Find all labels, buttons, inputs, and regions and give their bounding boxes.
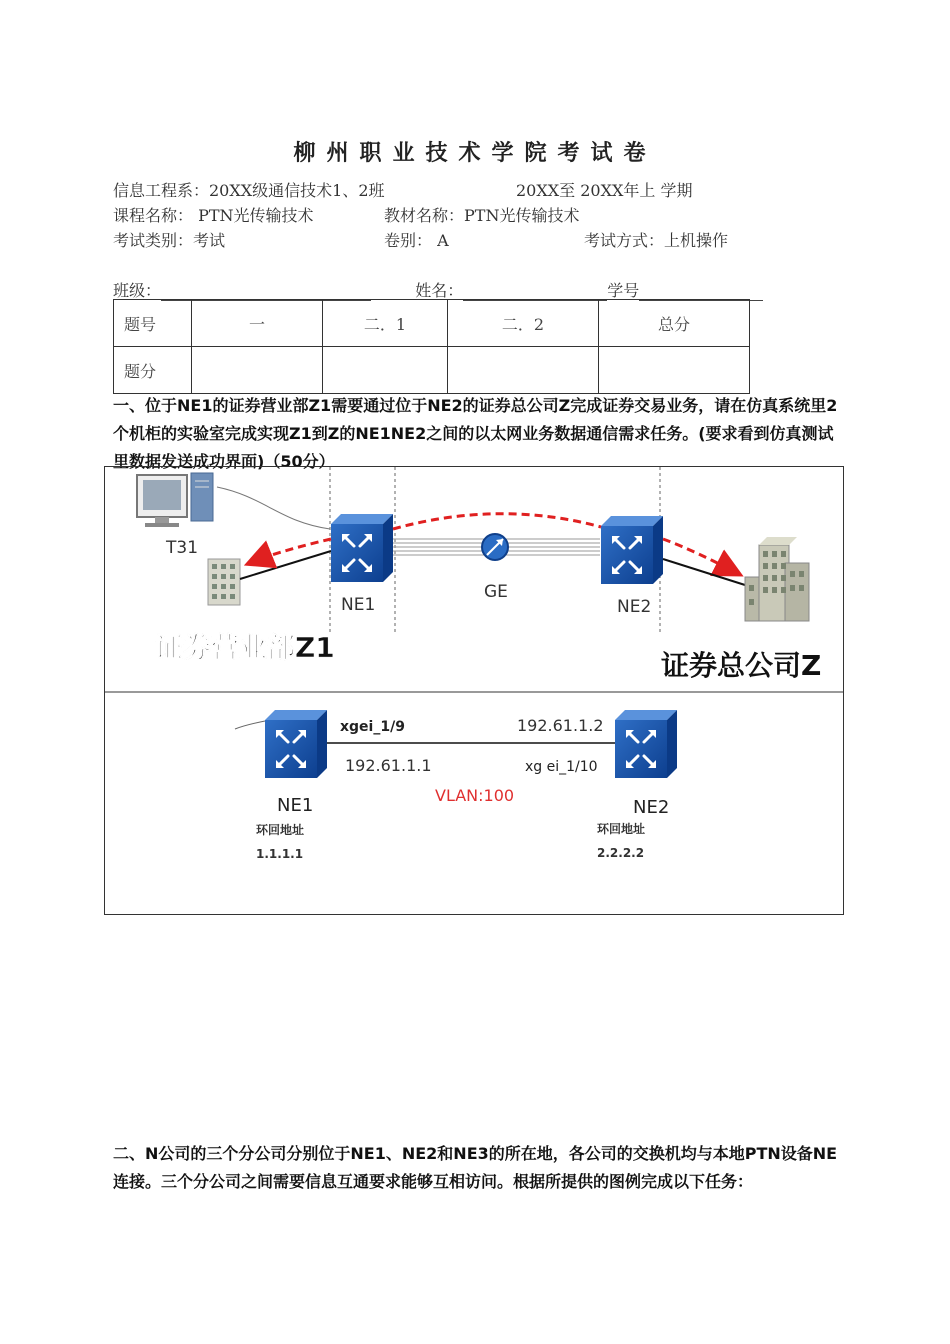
table-cell: 二．2	[448, 300, 599, 347]
table-cell: 一	[192, 300, 323, 347]
loopback2-ip: 2.2.2.2	[597, 846, 645, 860]
course-info: 课程名称： PTN光传输技术	[113, 206, 314, 225]
student-info-line	[113, 278, 763, 301]
link-line	[240, 551, 331, 579]
table-row	[114, 300, 750, 347]
page-title: 柳州职业技术学院考试卷	[293, 141, 657, 166]
exam-mode-info: 考试方式：上机操作	[584, 231, 729, 250]
table-cell: 总分	[599, 300, 750, 347]
id-label: 学号	[607, 281, 640, 300]
score-cell[interactable]	[192, 347, 323, 394]
ip2-label: 192.61.1.2	[517, 716, 604, 735]
table-cell: 二．1	[323, 300, 448, 347]
exam-type-info: 考试类别：考试	[113, 231, 226, 250]
ge-router-icon	[482, 534, 508, 560]
network-figure	[104, 466, 844, 915]
ge-label: GE	[484, 582, 508, 602]
score-table	[113, 299, 750, 394]
question-1: 一、位于NE1的证券营业部Z1需要通过位于NE2的证券总公司Z完成证券交易业务，请在仿真系统里2个机柜的实验室完成实现Z1到Z的NE1NE2之间的以太网业务数据通信需求任务。(要求看到仿真测试里数据发送成功界面)（50分）	[113, 396, 838, 471]
class-label: 班级：	[113, 281, 162, 300]
score-cell[interactable]	[448, 347, 599, 394]
building-icon	[208, 559, 240, 605]
textbook-info: 教材名称：PTN光传输技术	[384, 206, 580, 225]
computer-icon	[137, 473, 213, 527]
ne2-label: NE2	[617, 597, 652, 617]
ne1-label: NE1	[341, 595, 376, 615]
ne1-switch-icon	[331, 514, 393, 582]
dept-info: 信息工程系：20XX级通信技术1、2班	[113, 181, 385, 200]
cable-line	[217, 487, 330, 529]
question-2: 二、N公司的三个分公司分别位于NE1、NE2和NE3的所在地，各公司的交换机均与本地PTN设备NE连接。三个分公司之间需要信息互通要求能够互相访问。根据所提供的图例完成以下任务：	[113, 1144, 838, 1191]
ne2-label: NE2	[633, 797, 670, 818]
port2-label: xg ei_1/10	[525, 759, 598, 775]
traffic-arrow	[663, 539, 733, 571]
headquarters-icon	[745, 537, 809, 621]
score-cell[interactable]	[599, 347, 750, 394]
network-diagram	[105, 467, 843, 914]
ne1-switch-icon	[265, 710, 327, 778]
table-cell: 题分	[114, 347, 192, 394]
loopback2-label: 环回地址	[597, 822, 646, 836]
link-line	[663, 559, 745, 585]
z1-label: 证券营业部Z1	[155, 631, 335, 664]
loopback1-label: 环回地址	[256, 823, 305, 837]
ne2-switch-icon	[615, 710, 677, 778]
loopback1-ip: 1.1.1.1	[256, 847, 304, 861]
z-label: 证券总公司Z	[661, 649, 822, 682]
traffic-arrow	[255, 539, 331, 561]
port1-label: xgei_1/9	[340, 719, 405, 735]
paper-info: 卷别： A	[384, 231, 449, 250]
ne1-label: NE1	[277, 795, 314, 816]
table-cell: 题号	[114, 300, 192, 347]
ne2-switch-icon	[601, 516, 663, 584]
score-cell[interactable]	[323, 347, 448, 394]
ip1-label: 192.61.1.1	[345, 756, 432, 775]
name-label: 姓名：	[415, 281, 464, 300]
term-info: 20XX至 20XX年上 学期	[516, 181, 693, 200]
vlan-label: VLAN:100	[435, 786, 515, 805]
traffic-arrow	[393, 514, 601, 529]
t31-label: T31	[166, 538, 199, 558]
table-row	[114, 347, 750, 394]
cable-line	[235, 721, 265, 729]
